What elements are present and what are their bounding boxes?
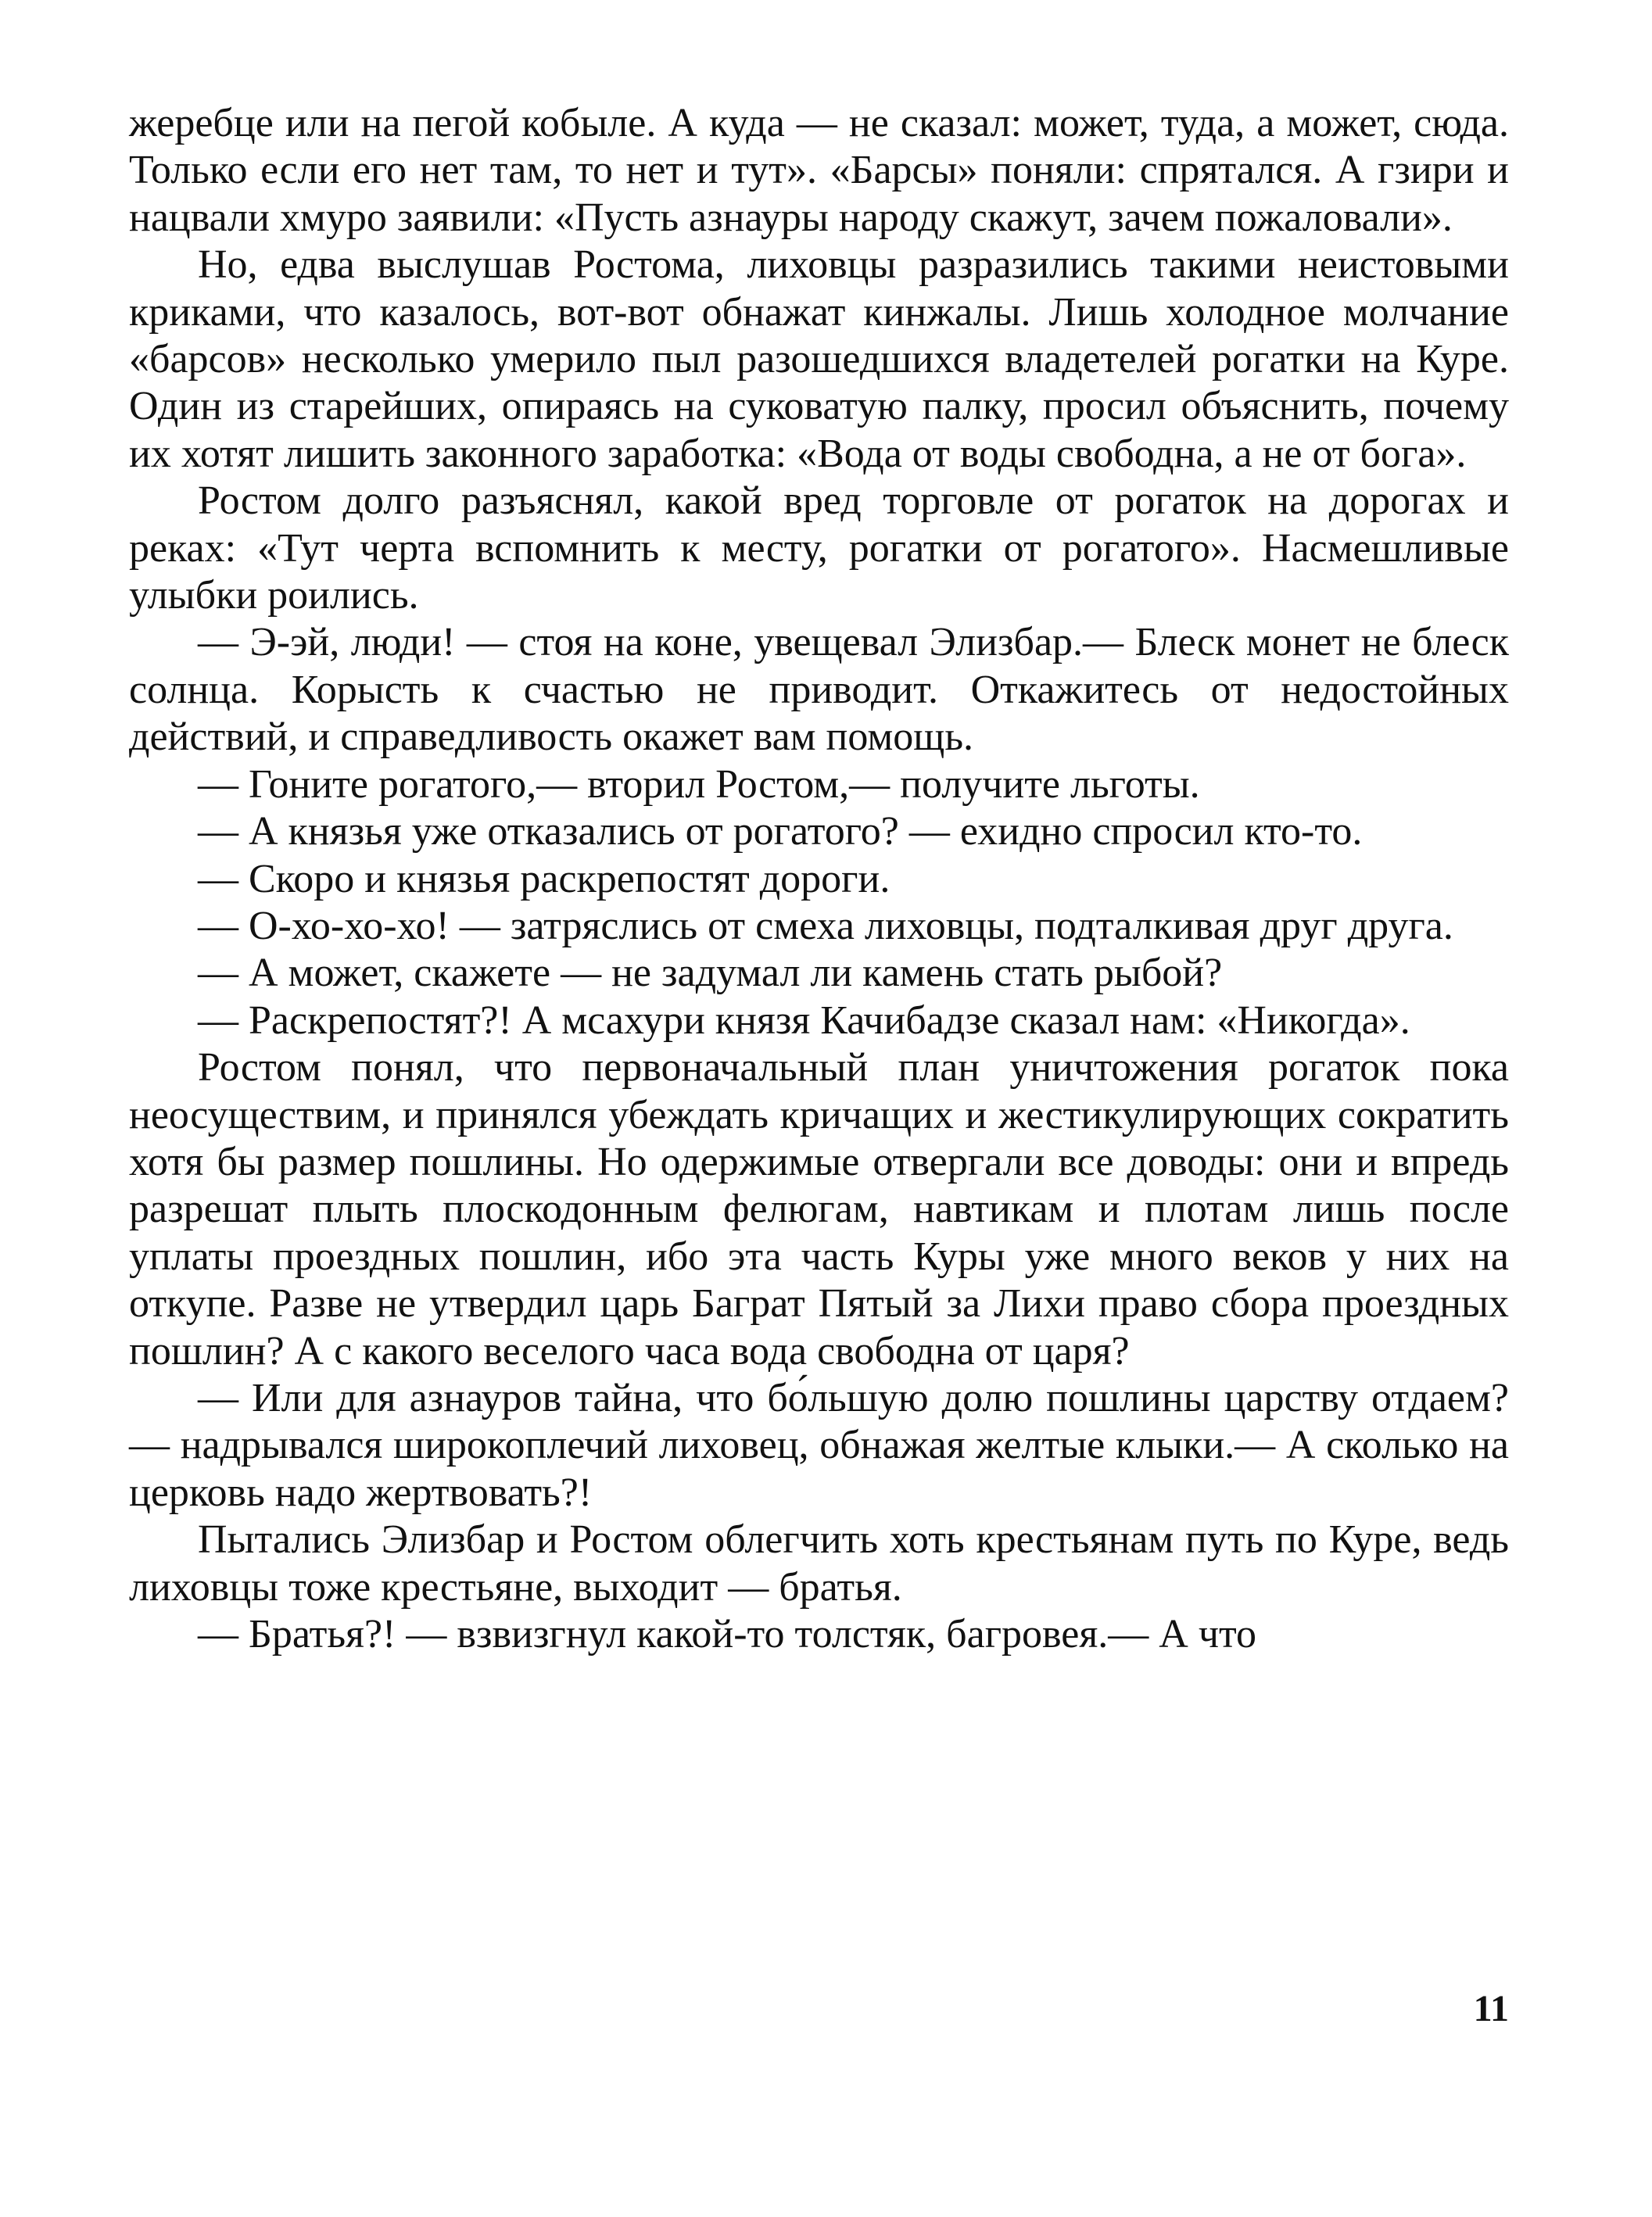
paragraph-13: Пытались Элизбар и Ростом облегчить хоть крестьянам путь по Куре, ведь лиховцы тоже крестьяне, выходит — братья. [129,1517,1509,1610]
paragraph-7: — Скоро и князья раскрепостят дороги. [198,856,891,901]
paragraph-3: Ростом долго разъяснял, какой вред торговле от рогаток на дорогах и реках: «Тут черта вспомнить к месту, рогатки от рогатого». Насмешливые улыбки роились. [129,478,1509,618]
paragraph-2: Но, едва выслушав Ростома, лиховцы разразились такими неистовыми криками, что казалось, вот-вот обнажат кинжалы. Лишь холодное молчание «барсов» несколько умерило пыл разошедшихся владетелей рогатки на Куре. Один из старейших, опираясь на суковатую палку, просил объяснить, почему их хотят лишить законного заработка: «Вода от воды свободна, а не от бога». [129,242,1509,476]
paragraph-11: Ростом понял, что первоначальный план уничтожения рогаток пока неосуществим, и принялся убеждать кричащих и жестикулирующих сократить хотя бы размер пошлины. Но одержимые отвергали все доводы: они и впредь разрешат плыть плоскодонным фелюгам, навтикам и плотам лишь после уплаты проездных пошлин, ибо эта часть Куры уже много веков у них на откупе. Разве не утвердил царь Баграт Пятый за Лихи право сбора проездных пошлин? А с какого веселого часа вода свободна от царя? [129,1045,1509,1374]
paragraph-4: — Э-эй, люди! — стоя на коне, увещевал Элизбар.— Блеск монет не блеск солнца. Корысть к счастью не приводит. Откажитесь от недостойных действий, и справедливость окажет вам помощь. [129,620,1509,760]
paragraph-12: — Или для азнауров тайна, что бо́льшую долю пошлины царству отдаем? — надрывался широкоплечий лиховец, обнажая желтые клыки.— А сколько на церковь надо жертвовать?! [129,1375,1509,1515]
page-number: 11 [1473,1988,1509,2029]
paragraph-8: — О-хо-хо-хо! — затряслись от смеха лиховцы, подталкивая друг друга. [198,903,1453,948]
paragraph-1: жеребце или на пегой кобыле. А куда — не сказал: может, туда, а может, сюда. Только если его нет там, то нет и тут». «Барсы» поняли: спрятался. А гзири и нацвали хмуро заявили: «Пусть азнауры народу скажут, зачем пожаловали». [129,101,1509,240]
paragraph-14: — Братья?! — взвизгнул какой-то толстяк, багровея.— А что [198,1612,1257,1656]
paragraph-6: — А князья уже отказались от рогатого? — ехидно спросил кто-то. [198,809,1363,854]
paragraph-5: — Гоните рогатого,— вторил Ростом,— получите льготы. [198,761,1200,807]
paragraph-9: — А может, скажете — не задумал ли камень стать рыбой? [198,951,1223,996]
page-text [129,100,1509,1658]
paragraph-10: — Раскрепостят?! А мсахури князя Качибадзе сказал нам: «Никогда». [198,997,1410,1043]
